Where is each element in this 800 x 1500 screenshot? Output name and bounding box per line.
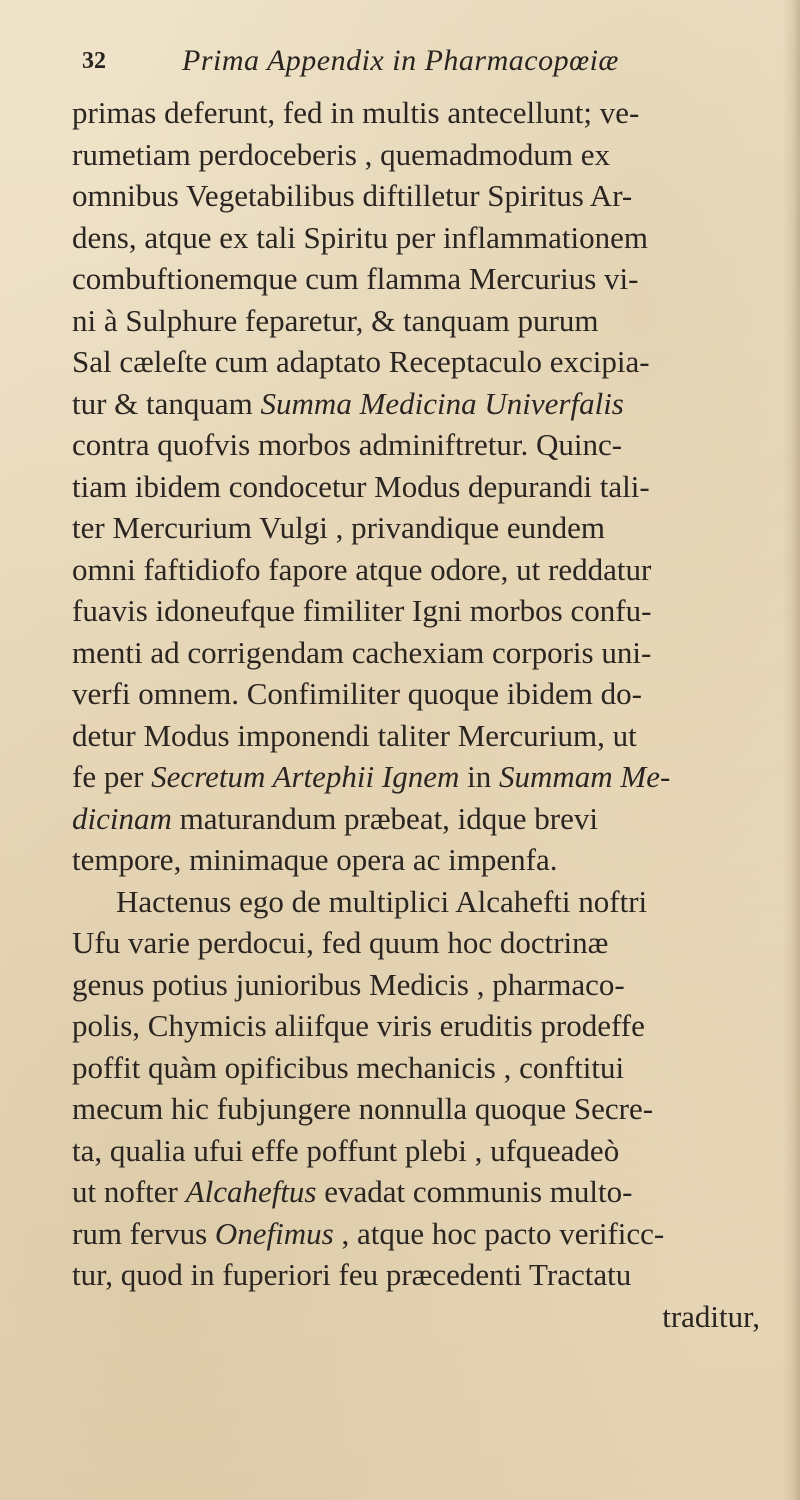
text-line bbox=[72, 1088, 792, 1130]
body-text bbox=[72, 92, 792, 1337]
text-segment: tur, quod in fuperiori feu præcedenti Tractatu bbox=[72, 1257, 632, 1292]
text-line bbox=[72, 881, 792, 923]
italic-text-segment: Alcaheftus bbox=[185, 1174, 317, 1209]
text-segment: Ufu varie perdocui, fed quum hoc doctrinæ bbox=[72, 925, 609, 960]
text-line bbox=[72, 922, 792, 964]
text-segment: in bbox=[459, 759, 499, 794]
text-segment: ni à Sulphure feparetur, & tanquam purum bbox=[72, 302, 599, 338]
text-line bbox=[72, 300, 792, 342]
text-line bbox=[72, 134, 792, 176]
text-line bbox=[72, 590, 792, 632]
text-segment: genus potius junioribus Medicis , pharmaco- bbox=[72, 966, 625, 1002]
text-segment: evadat communis multo- bbox=[316, 1174, 633, 1209]
text-segment: tiam ibidem condocetur Modus depurandi tali- bbox=[72, 468, 650, 504]
text-segment: verfi omnem. Confimiliter quoque ibidem do- bbox=[72, 676, 642, 711]
text-segment: poffit quàm opificibus mechanicis , conftitui bbox=[72, 1049, 625, 1085]
text-segment: omnibus Vegetabilibus diftilletur Spiritus Ar- bbox=[72, 178, 633, 213]
text-segment: dens, atque ex tali Spiritu per inflammationem bbox=[72, 219, 648, 255]
text-line bbox=[72, 1213, 792, 1255]
text-line bbox=[72, 756, 792, 798]
text-segment: Hactenus ego de multiplici Alcahefti noftri bbox=[116, 883, 648, 919]
text-line bbox=[72, 1171, 792, 1213]
text-segment: traditur, bbox=[662, 1298, 760, 1334]
text-line bbox=[72, 549, 792, 591]
text-segment: ut nofter bbox=[72, 1174, 186, 1209]
text-line bbox=[72, 1130, 792, 1172]
text-segment: ter Mercurium Vulgi , privandique eundem bbox=[72, 510, 606, 545]
text-segment: fuavis idoneufque fimiliter Igni morbos confu- bbox=[72, 593, 652, 628]
text-line bbox=[72, 175, 792, 217]
text-segment: , atque hoc pacto verificc- bbox=[333, 1215, 665, 1251]
text-segment: primas deferunt, fed in multis antecellunt; ve- bbox=[72, 95, 640, 130]
text-line bbox=[72, 798, 792, 840]
text-segment: detur Modus imponendi taliter Mercurium, ut bbox=[72, 717, 637, 753]
text-line bbox=[72, 341, 792, 383]
text-line bbox=[72, 1005, 792, 1047]
text-line bbox=[72, 507, 792, 549]
text-line bbox=[72, 839, 792, 881]
text-segment: tur & tanquam bbox=[72, 385, 261, 421]
text-segment: polis, Chymicis aliifque viris eruditis prodeffe bbox=[72, 1008, 645, 1043]
text-line bbox=[72, 673, 792, 715]
text-line bbox=[72, 217, 792, 259]
text-segment: contra quofvis morbos adminiftretur. Quinc- bbox=[72, 427, 623, 462]
italic-text-segment: Summam Me- bbox=[499, 759, 671, 794]
text-segment: tempore, minimaque opera ac impenfa. bbox=[72, 842, 558, 877]
text-line bbox=[72, 715, 792, 757]
text-segment: maturandum præbeat, idque brevi bbox=[171, 800, 599, 836]
text-line bbox=[72, 466, 792, 508]
italic-text-segment: Onefimus bbox=[214, 1215, 334, 1251]
italic-text-segment: Secretum Artephii Ignem bbox=[151, 759, 460, 794]
italic-text-segment: Summa Medicina Univerfalis bbox=[260, 385, 624, 421]
text-line bbox=[72, 383, 792, 425]
catchword bbox=[72, 1296, 792, 1338]
page-header bbox=[82, 40, 762, 84]
text-segment: ta, qualia ufui effe poffunt plebi , ufqueadeò bbox=[72, 1132, 620, 1168]
text-segment: Sal cæleſte cum adaptato Receptaculo excipia- bbox=[72, 344, 650, 379]
text-line bbox=[72, 632, 792, 674]
text-segment: omni faftidiofo fapore atque odore, ut reddatur bbox=[72, 551, 652, 587]
text-segment: menti ad corrigendam cachexiam corporis uni- bbox=[72, 634, 652, 670]
text-line bbox=[72, 258, 792, 300]
italic-text-segment: dicinam bbox=[72, 800, 172, 836]
text-line bbox=[72, 964, 792, 1006]
text-segment: rumetiam perdoceberis , quemadmodum ex bbox=[72, 136, 611, 172]
page-number: 32 bbox=[82, 48, 106, 74]
text-segment: combuftionemque cum flamma Mercurius vi- bbox=[72, 261, 639, 296]
text-line bbox=[72, 1254, 792, 1296]
text-segment: rum fervus bbox=[72, 1215, 215, 1251]
text-line bbox=[72, 1047, 792, 1089]
text-segment: fe per bbox=[72, 759, 152, 794]
text-line bbox=[72, 424, 792, 466]
running-title: Prima Appendix in Pharmacopœiæ bbox=[182, 44, 619, 77]
text-segment: mecum hic fubjungere nonnulla quoque Secre- bbox=[72, 1091, 654, 1126]
text-line bbox=[72, 92, 792, 134]
